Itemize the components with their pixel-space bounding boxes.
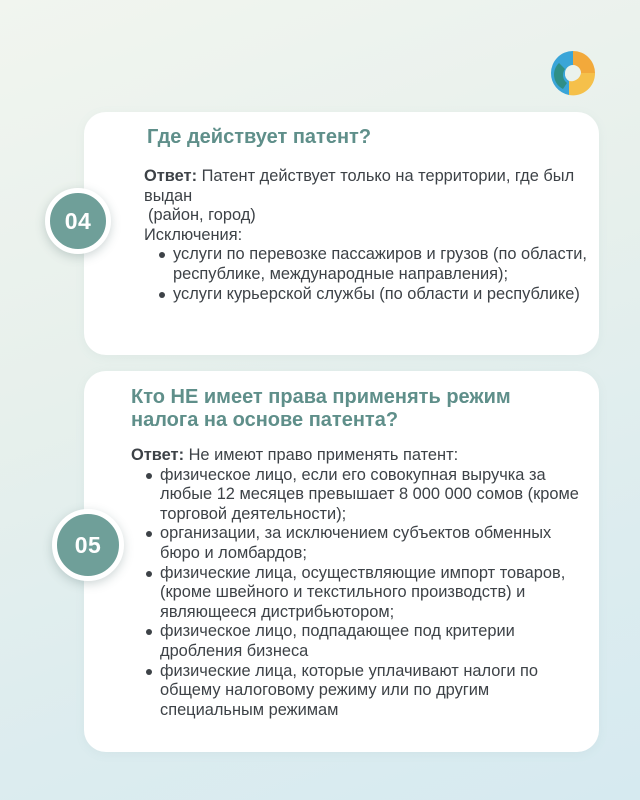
section-04-number: 04	[64, 207, 92, 234]
exceptions-list	[156, 245, 589, 304]
section-04-answer	[144, 167, 589, 206]
section-05-body	[131, 446, 589, 720]
list-item: физическое лицо, если его совокупная выручка за любые 12 месяцев превышает 8 000 000 сомов (кроме торговой деятельности);	[143, 466, 589, 525]
answer-text: Патент действует только на территории, где был выдан	[144, 167, 575, 205]
answer-note: (район, город)	[148, 206, 256, 225]
section-04-number-badge	[45, 188, 111, 254]
section-04-title: Где действует патент?	[147, 126, 372, 148]
exceptions-label: Исключения:	[144, 225, 243, 244]
list-item: услуги по перевозке пассажиров и грузов (по области, республике, международные направления);	[156, 245, 589, 284]
answer-label: Ответ:	[144, 167, 198, 185]
section-05-number-badge	[52, 509, 124, 581]
restrictions-list	[143, 466, 589, 721]
brand-logo-icon	[545, 47, 597, 99]
answer-label: Ответ:	[131, 446, 185, 464]
list-item: физические лица, осуществляющие импорт товаров, (кроме швейного и текстильного производств) и являющееся дистрибьютором;	[143, 564, 589, 623]
answer-text: Не имеют право применять патент:	[184, 446, 459, 464]
list-item: организации, за исключением субъектов обменных бюро и ломбардов;	[143, 524, 589, 563]
section-05-answer	[131, 446, 589, 466]
list-item: физические лица, которые уплачивают налоги по общему налоговому режиму или по другим специальным режимам	[143, 662, 589, 721]
section-05-title: Кто НЕ имеет права применять режим налога на основе патента?	[131, 386, 511, 431]
list-item: услуги курьерской службы (по области и республике)	[156, 285, 589, 305]
list-item: физическое лицо, подпадающее под критерии дробления бизнеса	[143, 622, 589, 661]
section-04-body	[144, 167, 589, 304]
section-05-number: 05	[74, 531, 102, 558]
